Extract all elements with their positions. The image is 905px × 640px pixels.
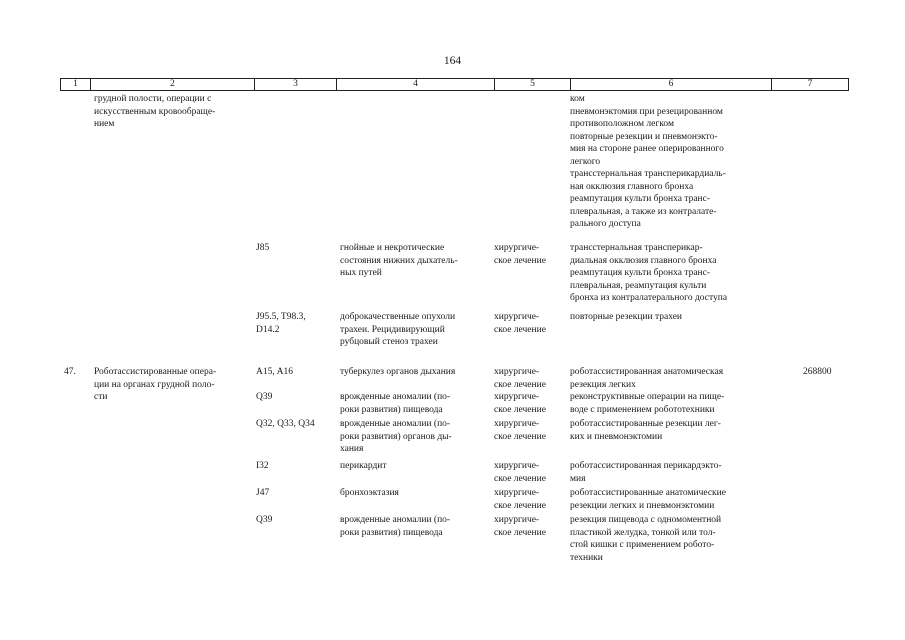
code-cell (256, 418, 315, 431)
text-line: роботассистированная перикардэкто- (570, 461, 722, 471)
text-line: рубцовый стеноз трахеи (340, 337, 438, 347)
text-line: врожденные аномалии (по- (340, 419, 451, 429)
row-name-cell (94, 93, 250, 131)
text-line: хания (340, 444, 364, 454)
text-line: легкого (570, 156, 601, 167)
text-line: хирургиче- (494, 392, 540, 402)
text-line: мия (570, 473, 586, 484)
column-header: 6 (570, 79, 771, 90)
diagnosis-cell (340, 242, 458, 280)
text-line: ское лечение (494, 255, 546, 266)
text-line: Q39 (256, 392, 273, 402)
methods-cell (570, 487, 726, 512)
diagnosis-cell (340, 391, 450, 416)
text-line: диальная окклюзия главного бронха (570, 255, 717, 266)
text-line: ных путей (340, 268, 382, 278)
treatment-cell (494, 418, 546, 443)
methods-cell (570, 93, 770, 231)
text-line: J47 (256, 488, 270, 498)
text-line: сти (94, 392, 108, 402)
text-line: искусственным кровообраще- (94, 106, 216, 117)
text-line: мия на стороне ранее оперированного (570, 144, 724, 154)
text-line: трахеи. Рецидивирующий (340, 324, 445, 335)
page-number: 164 (443, 55, 462, 67)
text-line: доброкачественные опухоли (340, 312, 456, 322)
text-line: повторные резекции трахеи (570, 312, 683, 322)
diagnosis-cell (340, 514, 450, 539)
text-line: бронхоэктазия (340, 488, 399, 498)
text-line: ское лечение (494, 404, 546, 415)
treatment-cell (494, 311, 546, 336)
treatment-cell (494, 242, 546, 267)
code-cell (256, 366, 293, 379)
text-line: резекции легких и пневмонэктомии (570, 500, 715, 511)
text-line: хирургиче- (494, 461, 540, 471)
treatment-cell (494, 460, 546, 485)
text-line: состояния нижних дыхатель- (340, 255, 458, 266)
text-line: техники (570, 552, 603, 563)
text-line: повторные резекции и пневмонэкто- (570, 131, 718, 142)
text-line: ское лечение (494, 324, 546, 335)
text-line: ское лечение (494, 431, 546, 442)
text-line: грудной полости, операции с (94, 94, 212, 104)
row-name-cell (94, 366, 216, 404)
methods-cell (570, 311, 682, 324)
code-cell (256, 242, 269, 255)
text-line: резекция легких (570, 379, 636, 390)
code-cell (256, 487, 269, 500)
text-line: нием (94, 119, 115, 129)
diagnosis-cell (340, 460, 387, 473)
text-line: хирургиче- (494, 515, 540, 525)
text-line: пневмонэктомия при резецированном (570, 106, 723, 117)
text-line: ское лечение (494, 473, 546, 484)
column-header: 4 (336, 79, 494, 90)
treatment-cell (494, 366, 546, 391)
code-cell (256, 514, 272, 527)
text-line: хирургиче- (494, 419, 540, 429)
column-header: 7 (771, 79, 849, 90)
text-line: роботассистированные резекции лег- (570, 419, 721, 429)
text-line: A15, A16 (256, 367, 293, 377)
text-line: противоположном легком (570, 119, 674, 129)
code-cell (256, 311, 306, 336)
code-cell (256, 391, 272, 404)
code-cell (256, 460, 269, 473)
diagnosis-cell (340, 418, 452, 456)
table-header-row (60, 78, 849, 91)
text-line: роки развития) органов ды- (340, 431, 452, 442)
methods-cell (570, 514, 721, 564)
text-line: туберкулез органов дыхания (340, 367, 456, 377)
text-line: хирургиче- (494, 367, 540, 377)
text-line: ком (570, 94, 585, 104)
text-line: трансстернальная трансперикар- (570, 243, 703, 253)
text-line: Роботассистированные опера- (94, 367, 217, 377)
text-line: D14.2 (256, 324, 280, 335)
text-line: резекция пищевода с одномоментной (570, 515, 722, 525)
text-line: бронха из контралатерального доступа (570, 293, 728, 303)
text-line: роки развития) пищевода (340, 404, 443, 415)
text-line: реконструктивные операции на пище- (570, 392, 725, 402)
text-line: ная окклюзия главного бронха (570, 181, 694, 192)
text-line: трансстернальная трансперикардиаль- (570, 169, 726, 179)
column-header: 2 (90, 79, 254, 90)
text-line: Q39 (256, 515, 273, 525)
text-line: роботассистированная анатомическая (570, 367, 724, 377)
treatment-cell (494, 514, 546, 539)
text-line: ское лечение (494, 500, 546, 511)
text-line: ское лечение (494, 527, 546, 538)
text-line: хирургиче- (494, 243, 540, 253)
text-line: стой кишки с применением робото- (570, 540, 715, 550)
diagnosis-cell (340, 311, 455, 349)
text-line: врожденные аномалии (по- (340, 392, 451, 402)
price-cell: 268800 (803, 367, 832, 377)
treatment-cell (494, 487, 546, 512)
text-line: реампутация культи бронха транс- (570, 194, 711, 204)
text-line: ское лечение (494, 379, 546, 390)
text-line: рального доступа (570, 219, 641, 229)
text-line: роки развития) пищевода (340, 527, 443, 538)
diagnosis-cell (340, 366, 455, 379)
text-line: реампутация культи бронха транс- (570, 268, 711, 278)
text-line: гнойные и некротические (340, 243, 445, 253)
text-line: плевральная, реампутация культи (570, 280, 707, 291)
text-line: хирургиче- (494, 312, 540, 322)
text-line: врожденные аномалии (по- (340, 515, 451, 525)
column-header: 1 (60, 79, 90, 90)
text-line: плевральная, а также из контралате- (570, 206, 717, 217)
column-header: 5 (494, 79, 570, 90)
text-line: J95.5, T98.3, (256, 312, 306, 322)
text-line: Q32, Q33, Q34 (256, 419, 315, 429)
column-header: 3 (254, 79, 336, 90)
row-number: 47. (64, 367, 76, 377)
text-line: I32 (256, 461, 269, 471)
text-line: роботассистированные анатомические (570, 488, 726, 498)
text-line: хирургиче- (494, 488, 540, 498)
text-line: ции на органах грудной поло- (94, 379, 215, 390)
text-line: ких и пневмонэктомии (570, 431, 663, 442)
methods-cell (570, 242, 727, 305)
text-line: пластикой желудка, тонкой или тол- (570, 527, 716, 538)
methods-cell (570, 391, 724, 416)
text-line: воде с применением робототехники (570, 404, 715, 415)
methods-cell (570, 460, 722, 485)
methods-cell (570, 418, 721, 443)
text-line: перикардит (340, 461, 387, 471)
methods-cell (570, 366, 723, 391)
text-line: J85 (256, 243, 270, 253)
treatment-cell (494, 391, 546, 416)
diagnosis-cell (340, 487, 399, 500)
